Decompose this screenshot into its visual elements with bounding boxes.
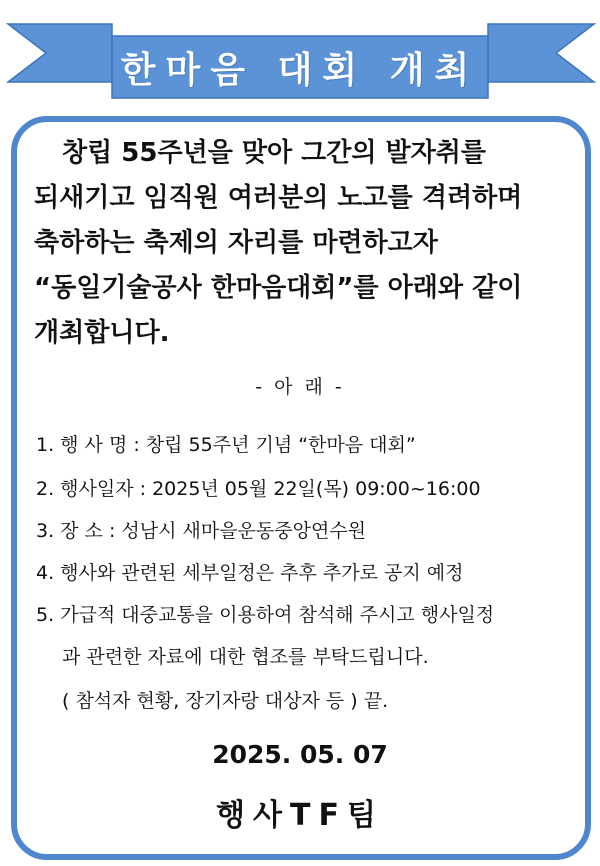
item-event-place: 3. 장 소 : 성남시 새마을운동중앙연수원 bbox=[36, 520, 367, 542]
item-attendee-note: ( 참석자 현황, 장기자랑 대상자 등 ) 끝. bbox=[62, 690, 389, 712]
item-schedule-notice: 4. 행사와 관련된 세부일정은 추후 추가로 공지 예정 bbox=[36, 562, 464, 584]
ribbon-right-tail bbox=[488, 24, 594, 82]
intro-paragraph: 창립 55주년을 맞아 그간의 발자취를 되새기고 임직원 여러분의 노고를 격려하며 축하하는 축제의 자리를 마련하고자 “동일기술공사 한마음대회”를 아래와 같이 개최합니다. bbox=[34, 138, 523, 348]
item-event-date: 2. 행사일자 : 2025년 05월 22일(목) 09:00~16:00 bbox=[36, 478, 481, 500]
arae-heading: - 아 래 - bbox=[255, 376, 345, 398]
ribbon-left-tail bbox=[8, 24, 112, 82]
item-transport-cont: 과 관련한 자료에 대한 협조를 부탁드립니다. bbox=[62, 646, 429, 668]
item-transport-notice: 5. 가급적 대중교통을 이용하여 참석해 주시고 행사일정 bbox=[36, 604, 495, 626]
notice-date: 2025. 05. 07 bbox=[212, 740, 388, 769]
item-event-name: 1. 행 사 명 : 창립 55주년 기념 “한마음 대회” bbox=[36, 434, 416, 456]
organizer-team: 행사TF팀 bbox=[216, 798, 384, 833]
banner-title: 한마음 대회 개최 bbox=[120, 49, 480, 91]
